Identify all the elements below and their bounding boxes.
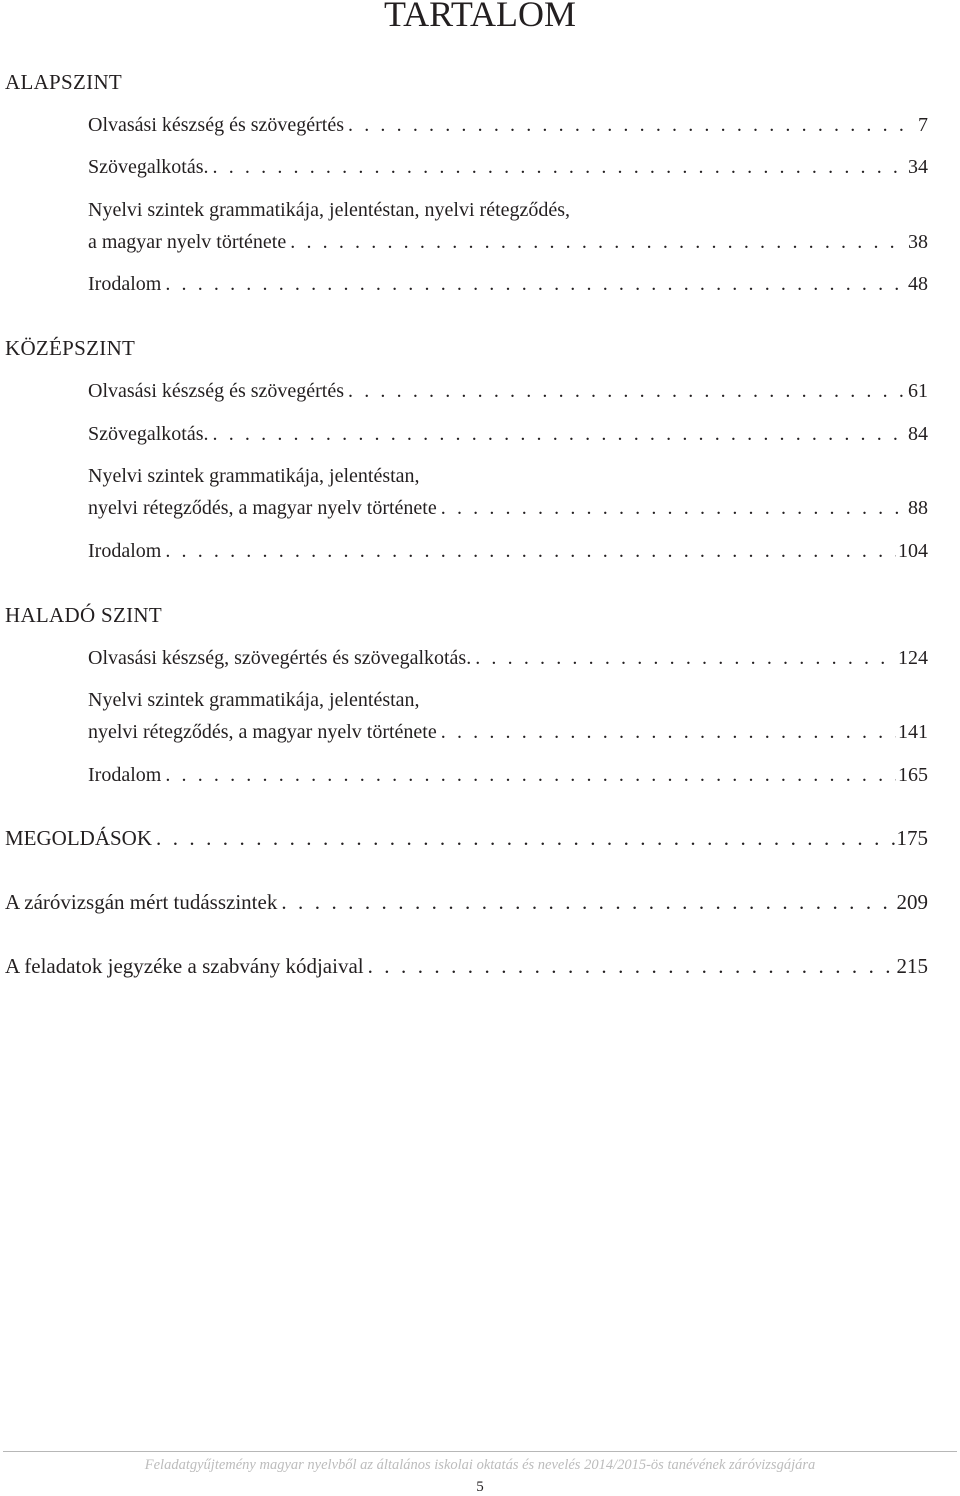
dot-leader	[213, 421, 906, 447]
dot-leader	[441, 719, 896, 745]
section-heading-alapszint: ALAPSZINT	[5, 70, 123, 94]
toc-entry-page: 7	[918, 114, 928, 136]
toc-entry-title: nyelvi rétegződés, a magyar nyelv története	[88, 721, 437, 743]
toc-entry-title: Szövegalkotás.	[88, 423, 209, 445]
toc-entry-title: a magyar nyelv története	[88, 231, 287, 253]
toc-entry[interactable]	[88, 495, 928, 521]
dot-leader	[348, 378, 906, 404]
dot-leader	[348, 112, 916, 138]
toc-entry-title-line1: Nyelvi szintek grammatikája, jelentéstan,	[88, 465, 420, 487]
toc-entry-title: nyelvi rétegződés, a magyar nyelv története	[88, 497, 437, 519]
toc-entry[interactable]	[88, 112, 928, 138]
toc-entry[interactable]	[88, 378, 928, 404]
toc-entry-page: 141	[898, 721, 928, 743]
toc-entry-title-line1: Nyelvi szintek grammatikája, jelentéstan,	[88, 689, 420, 711]
dot-leader	[475, 645, 896, 671]
toc-entry[interactable]	[88, 719, 928, 745]
toc-entry-megoldasok[interactable]	[5, 825, 928, 851]
page-title: TARTALOM	[383, 0, 577, 34]
toc-entry-title: Olvasási készség és szövegértés	[88, 114, 345, 136]
dot-leader	[165, 538, 896, 564]
footer-divider	[3, 1451, 957, 1452]
toc-entry-page: 61	[908, 380, 928, 402]
toc-entry-title: A záróvizsgán mért tudásszintek	[5, 890, 278, 914]
toc-entry-page: 209	[896, 890, 928, 914]
toc-entry[interactable]	[88, 421, 928, 447]
toc-entry-title: Olvasási készség, szövegértés és szövegalkotás.	[88, 647, 472, 669]
dot-leader	[165, 271, 906, 297]
footer-text: Feladatgyűjtemény magyar nyelvből az általános iskolai oktatás és nevelés 2014/2015-ös tanévének záróvizsgájára	[144, 1457, 816, 1473]
toc-entry-jegyzek[interactable]	[5, 953, 928, 979]
section-heading-kozepszint: KÖZÉPSZINT	[5, 336, 136, 360]
dot-leader	[290, 229, 906, 255]
toc-entry-title: Irodalom	[88, 273, 162, 295]
toc-entry-page: 124	[898, 647, 928, 669]
toc-entry-title: A feladatok jegyzéke a szabvány kódjaival	[5, 954, 364, 978]
toc-entry-page: 215	[896, 954, 928, 978]
toc-entry[interactable]	[88, 271, 928, 297]
toc-entry[interactable]	[88, 645, 928, 671]
toc-entry-title: Olvasási készség és szövegértés	[88, 380, 345, 402]
toc-entry-page: 34	[908, 156, 928, 178]
toc-entry-title: Irodalom	[88, 764, 162, 786]
toc-entry-title: Szövegalkotás.	[88, 156, 209, 178]
toc-entry[interactable]	[88, 538, 928, 564]
toc-entry-page: 84	[908, 423, 928, 445]
dot-leader	[165, 762, 896, 788]
toc-entry-page: 104	[898, 540, 928, 562]
toc-entry[interactable]	[88, 154, 928, 180]
dot-leader	[156, 825, 895, 851]
dot-leader	[213, 154, 906, 180]
toc-entry-title: Irodalom	[88, 540, 162, 562]
toc-entry-page: 38	[908, 231, 928, 253]
dot-leader	[368, 953, 895, 979]
dot-leader	[441, 495, 906, 521]
toc-entry-page: 88	[908, 497, 928, 519]
toc-entry[interactable]	[88, 229, 928, 255]
toc-entry[interactable]	[88, 762, 928, 788]
toc-entry-page: 165	[898, 764, 928, 786]
toc-entry-zarovizsga[interactable]	[5, 889, 928, 915]
toc-entry-title-line1: Nyelvi szintek grammatikája, jelentéstan, nyelvi rétegződés,	[88, 199, 571, 221]
dot-leader	[281, 889, 894, 915]
toc-entry-page: 175	[896, 826, 928, 850]
toc-entry-title: MEGOLDÁSOK	[5, 826, 152, 850]
toc-entry-page: 48	[908, 273, 928, 295]
section-heading-halado-szint: HALADÓ SZINT	[5, 603, 162, 627]
page-number: 5	[476, 1479, 484, 1495]
